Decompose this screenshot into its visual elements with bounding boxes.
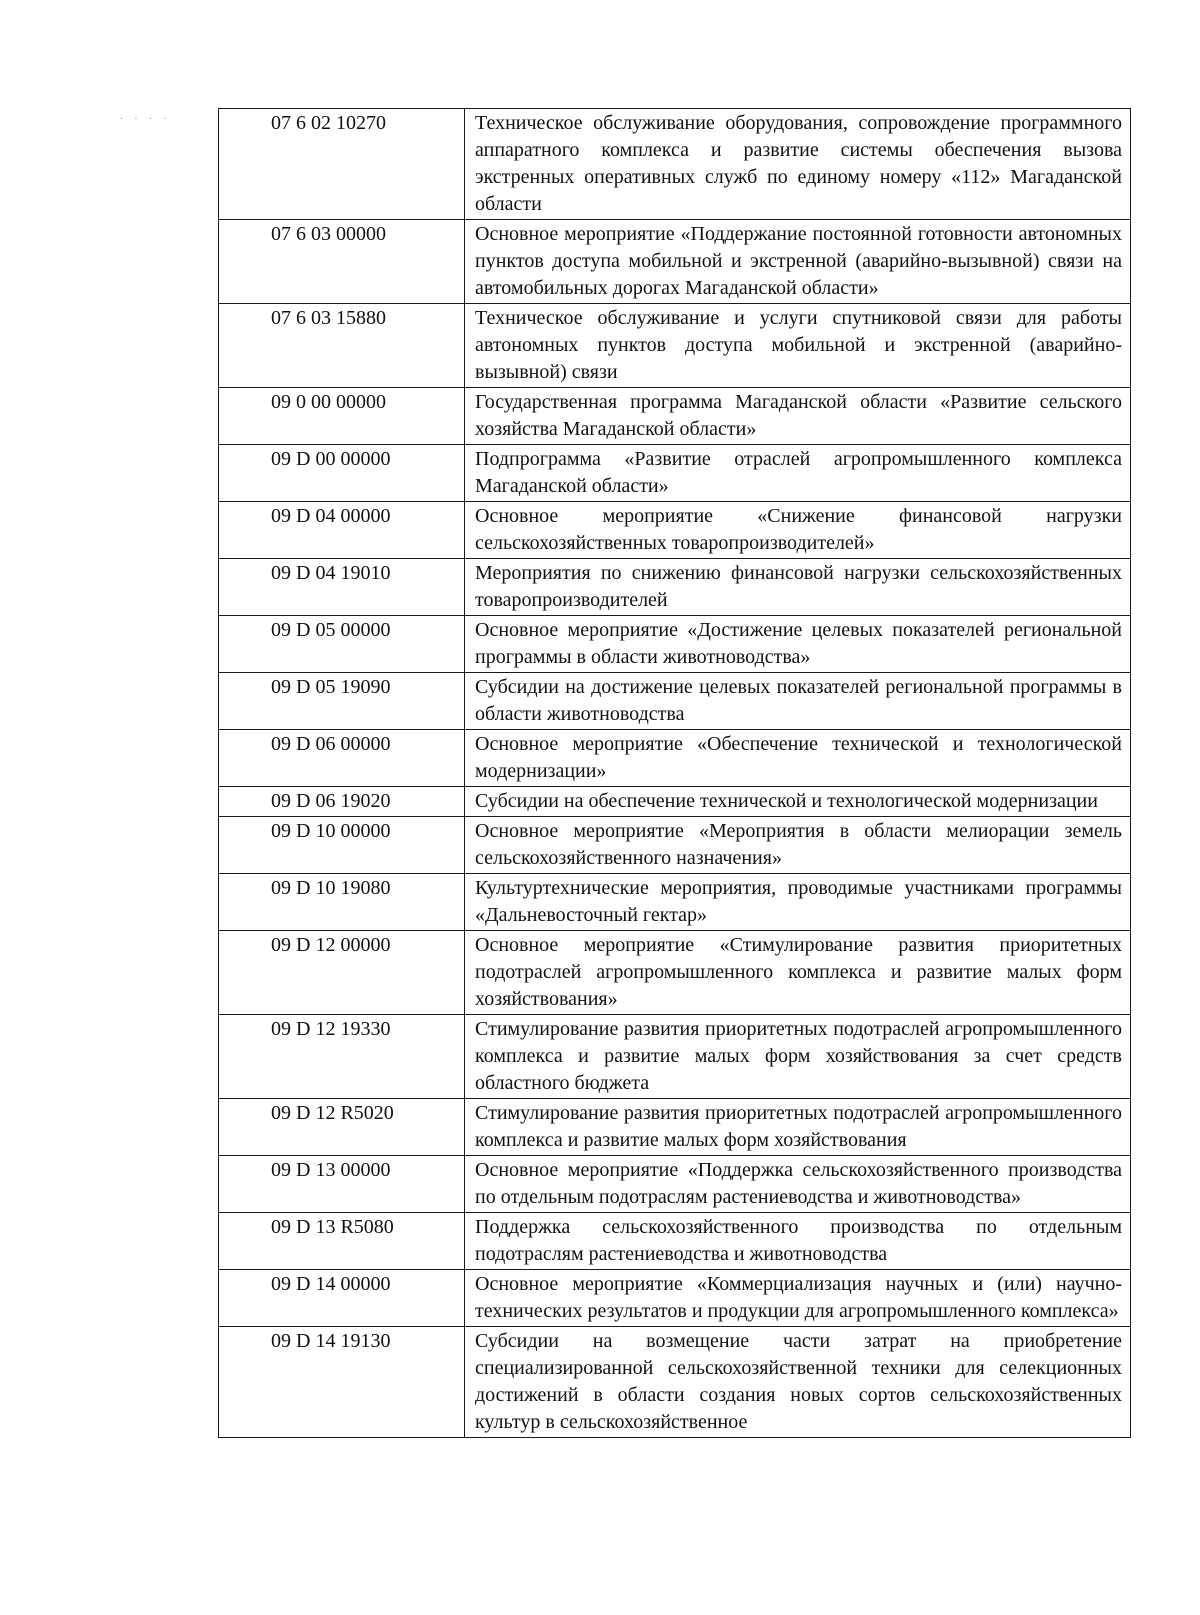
table-row <box>219 1099 1131 1156</box>
description-cell <box>465 1213 1131 1270</box>
description-text: Субсидии на обеспечение технической и технологической модернизации <box>475 790 1098 812</box>
description-cell <box>465 220 1131 304</box>
description-cell <box>465 730 1131 787</box>
table-row <box>219 502 1131 559</box>
description-cell <box>465 445 1131 502</box>
description-text: Культуртехнические мероприятия, проводимые участниками программы «Дальневосточный гектар» <box>475 877 1122 926</box>
table-row <box>219 1015 1131 1099</box>
table-row <box>219 445 1131 502</box>
table-row <box>219 730 1131 787</box>
code-cell: 09 D 04 19010 <box>219 559 465 616</box>
description-text: Субсидии на достижение целевых показателей региональной программы в области животноводства <box>475 676 1122 725</box>
description-text: Основное мероприятие «Мероприятия в области мелиорации земель сельскохозяйственного назначения» <box>475 820 1122 869</box>
description-cell <box>465 1327 1131 1438</box>
code-cell: 09 D 12 19330 <box>219 1015 465 1099</box>
table-row <box>219 874 1131 931</box>
description-cell <box>465 1099 1131 1156</box>
description-text: Стимулирование развития приоритетных подотраслей агропромышленного комплекса и развитие малых форм хозяйствования <box>475 1102 1122 1151</box>
description-text: Основное мероприятие «Обеспечение технической и технологической модернизации» <box>475 733 1122 782</box>
description-cell <box>465 874 1131 931</box>
description-cell <box>465 787 1131 817</box>
code-cell: 09 D 05 19090 <box>219 673 465 730</box>
code-cell: 07 6 03 15880 <box>219 304 465 388</box>
code-cell: 09 D 00 00000 <box>219 445 465 502</box>
description-text: Основное мероприятие «Стимулирование развития приоритетных подотраслей агропромышленного комплекса и развитие малых форм хозяйствования» <box>475 934 1122 1010</box>
description-text: Подпрограмма «Развитие отраслей агропромышленного комплекса Магаданской области» <box>475 448 1122 497</box>
code-cell: 09 D 14 19130 <box>219 1327 465 1438</box>
description-cell <box>465 931 1131 1015</box>
description-text: Основное мероприятие «Поддержка сельскохозяйственного производства по отдельным подотраслям растениеводства и животноводства» <box>475 1159 1122 1208</box>
table-row <box>219 1270 1131 1327</box>
code-cell: 09 D 06 19020 <box>219 787 465 817</box>
table-row <box>219 220 1131 304</box>
table-row <box>219 616 1131 673</box>
code-cell: 07 6 02 10270 <box>219 109 465 220</box>
code-cell: 09 D 06 00000 <box>219 730 465 787</box>
budget-code-table <box>218 108 1131 1438</box>
description-cell <box>465 1270 1131 1327</box>
description-text: Основное мероприятие «Снижение финансовой нагрузки сельскохозяйственных товаропроизводителей» <box>475 505 1122 554</box>
description-text: Мероприятия по снижению финансовой нагрузки сельскохозяйственных товаропроизводителей <box>475 562 1122 611</box>
description-cell <box>465 616 1131 673</box>
description-cell <box>465 109 1131 220</box>
description-text: Основное мероприятие «Достижение целевых показателей региональной программы в области животноводства» <box>475 619 1122 668</box>
code-cell: 09 D 14 00000 <box>219 1270 465 1327</box>
description-cell <box>465 1015 1131 1099</box>
table-row <box>219 673 1131 730</box>
table-row <box>219 817 1131 874</box>
code-cell: 09 D 05 00000 <box>219 616 465 673</box>
code-cell: 09 D 13 R5080 <box>219 1213 465 1270</box>
table-row <box>219 787 1131 817</box>
table-row <box>219 1156 1131 1213</box>
table-row <box>219 931 1131 1015</box>
table-row <box>219 388 1131 445</box>
description-cell <box>465 1156 1131 1213</box>
table-row <box>219 109 1131 220</box>
description-text: Поддержка сельскохозяйственного производства по отдельным подотраслям растениеводства и животноводства <box>475 1216 1122 1265</box>
scan-speckles: · · · · <box>120 114 171 125</box>
description-cell <box>465 673 1131 730</box>
description-text: Техническое обслуживание оборудования, сопровождение программного аппаратного комплекса и развитие системы обеспечения вызова экстренных оперативных служб по единому номеру «112» Магаданской области <box>475 112 1122 215</box>
code-cell: 09 D 13 00000 <box>219 1156 465 1213</box>
table-row <box>219 304 1131 388</box>
table-row <box>219 1327 1131 1438</box>
description-cell <box>465 502 1131 559</box>
description-text: Основное мероприятие «Коммерциализация научных и (или) научно-технических результатов и продукции для агропромышленного комплекса» <box>475 1273 1122 1322</box>
description-text: Стимулирование развития приоритетных подотраслей агропромышленного комплекса и развитие малых форм хозяйствования за счет средств областного бюджета <box>475 1018 1122 1094</box>
description-text: Государственная программа Магаданской области «Развитие сельского хозяйства Магаданской области» <box>475 391 1122 440</box>
code-cell: 09 D 12 R5020 <box>219 1099 465 1156</box>
code-cell: 09 0 00 00000 <box>219 388 465 445</box>
code-cell: 09 D 04 00000 <box>219 502 465 559</box>
description-cell <box>465 304 1131 388</box>
description-cell <box>465 817 1131 874</box>
description-cell <box>465 388 1131 445</box>
description-text: Субсидии на возмещение части затрат на приобретение специализированной сельскохозяйственной техники для селекционных достижений в области создания новых сортов сельскохозяйственных культур в сельскохозяйственное <box>475 1330 1122 1433</box>
description-cell <box>465 559 1131 616</box>
description-text: Основное мероприятие «Поддержание постоянной готовности автономных пунктов доступа мобильной и экстренной (аварийно-вызывной) связи на автомобильных дорогах Магаданской области» <box>475 223 1122 299</box>
code-cell: 09 D 10 00000 <box>219 817 465 874</box>
description-text: Техническое обслуживание и услуги спутниковой связи для работы автономных пунктов доступа мобильной и экстренной (аварийно-вызывной) связи <box>475 307 1122 383</box>
table-row <box>219 559 1131 616</box>
code-cell: 07 6 03 00000 <box>219 220 465 304</box>
code-cell: 09 D 10 19080 <box>219 874 465 931</box>
table-row <box>219 1213 1131 1270</box>
code-cell: 09 D 12 00000 <box>219 931 465 1015</box>
